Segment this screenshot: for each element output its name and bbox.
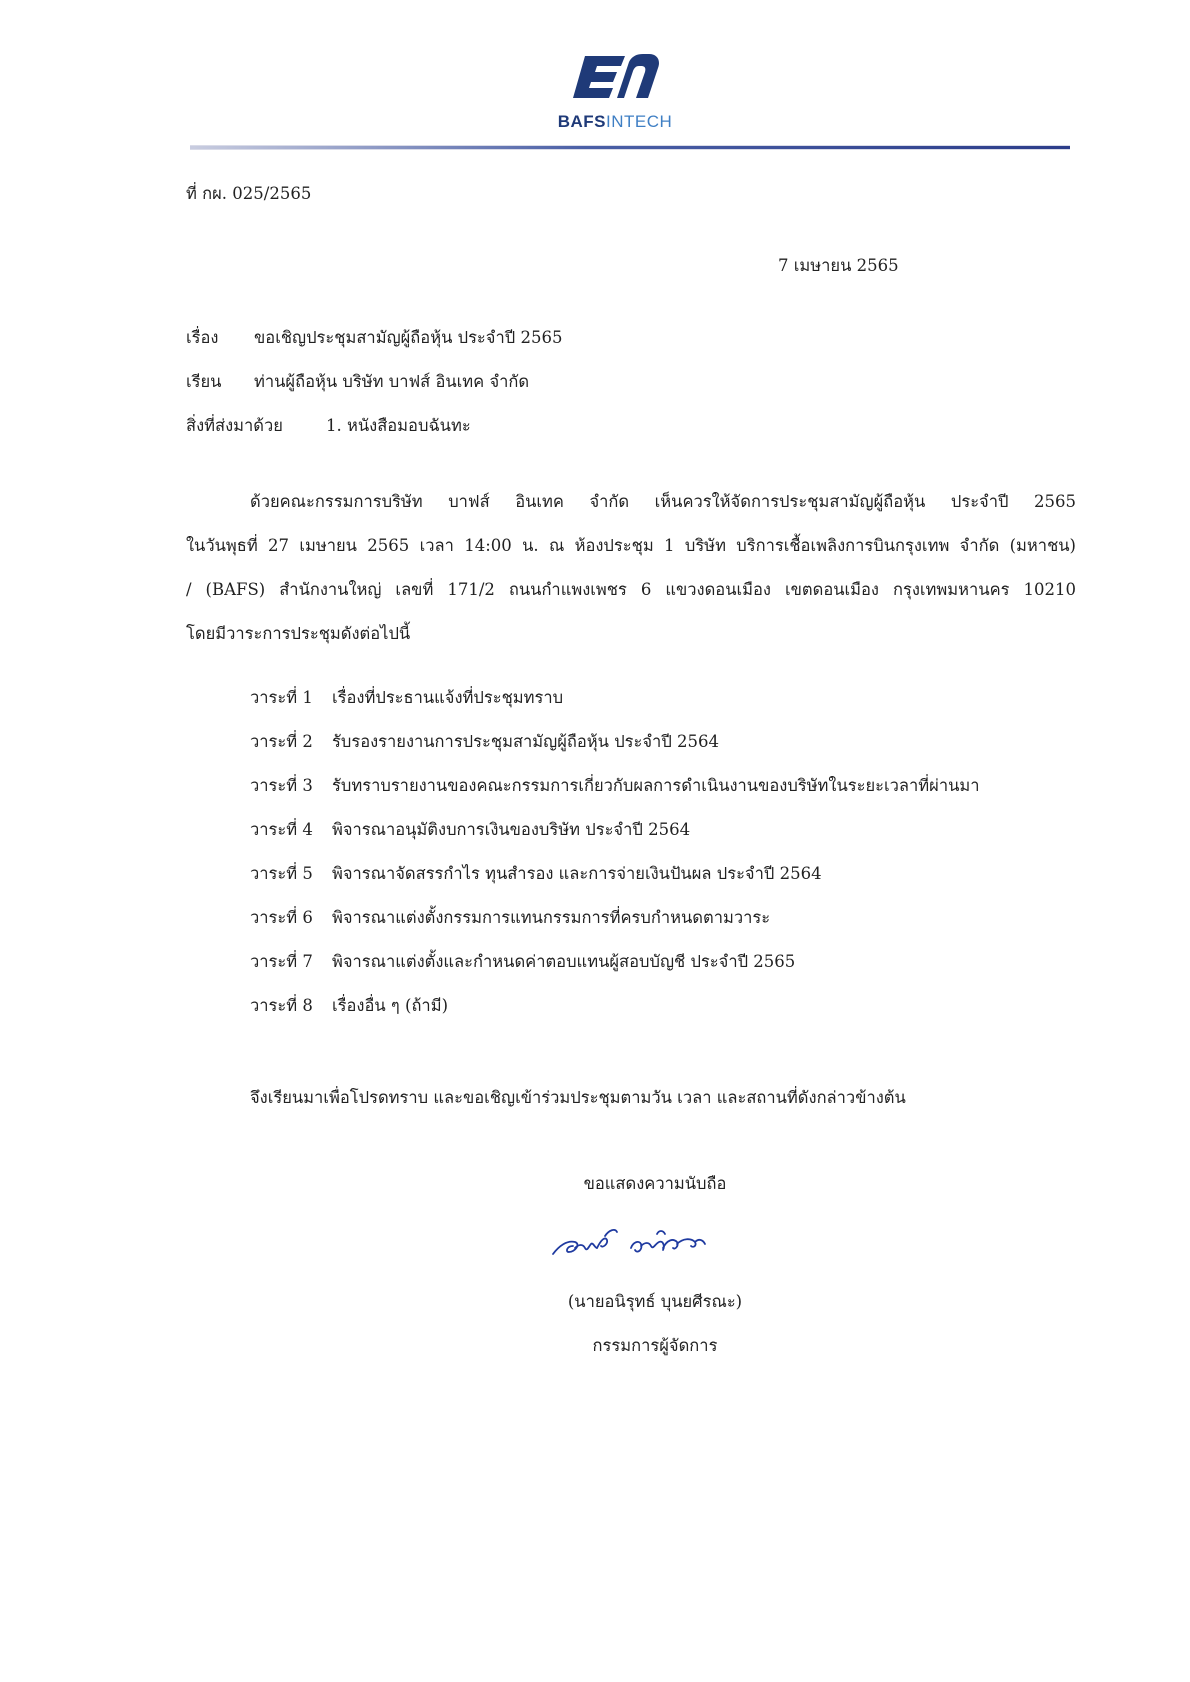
sign-off: ขอแสดงความนับถือ [583,1174,727,1193]
agenda-item: รับทราบรายงานของคณะกรรมการเกี่ยวกับผลการดำเนินงานของบริษัทในระยะเวลาที่ผ่านมา [332,776,980,795]
header-divider [190,145,1070,150]
agenda-item: เรื่องอื่น ๆ (ถ้ามี) [332,996,449,1015]
document-reference: ที่ กผ. 025/2565 [186,184,312,203]
enclosure-label: สิ่งที่ส่งมาด้วย [186,416,283,435]
logo-intech-text: INTECH [606,112,673,131]
logo-bafs-text: BAFS [557,112,606,131]
subject-text: ขอเชิญประชุมสามัญผู้ถือหุ้น ประจำปี 2565 [254,328,563,347]
body-line: / (BAFS) สำนักงานใหญ่ เลขที่ 171/2 ถนนกำแพงเพชร 6 แขวงดอนเมือง เขตดอนเมือง กรุงเทพมหานคร 10210 [186,580,1076,599]
signatory-title: กรรมการผู้จัดการ [592,1336,718,1355]
agenda-item: รับรองรายงานการประชุมสามัญผู้ถือหุ้น ประจำปี 2564 [332,732,720,751]
agenda-number: วาระที่ 8 [250,996,313,1015]
body-line: ในวันพุธที่ 27 เมษายน 2565 เวลา 14:00 น. ณ ห้องประชุม 1 บริษัท บริการเชื้อเพลิงการบินกรุงเทพ จำกัด (มหาชน) [186,536,1076,555]
agenda-item: พิจารณาอนุมัติงบการเงินของบริษัท ประจำปี 2564 [332,820,691,839]
agenda-item: เรื่องที่ประธานแจ้งที่ประชุมทราบ [332,688,564,707]
agenda-number: วาระที่ 7 [250,952,313,971]
recipient-label: เรียน [186,372,222,391]
company-logo [535,48,695,138]
agenda-number: วาระที่ 2 [250,732,313,751]
agenda-item: พิจารณาแต่งตั้งกรรมการแทนกรรมการที่ครบกำหนดตามวาระ [332,908,771,927]
agenda-number: วาระที่ 5 [250,864,313,883]
agenda-number: วาระที่ 4 [250,820,313,839]
agenda-item: พิจารณาจัดสรรกำไร ทุนสำรอง และการจ่ายเงินปันผล ประจำปี 2564 [332,864,822,883]
agenda-number: วาระที่ 3 [250,776,313,795]
subject-label: เรื่อง [186,328,219,347]
enclosure-text: 1. หนังสือมอบฉันทะ [326,416,471,435]
agenda-item: พิจารณาแต่งตั้งและกำหนดค่าตอบแทนผู้สอบบัญชี ประจำปี 2565 [332,952,796,971]
agenda-number: วาระที่ 6 [250,908,313,927]
logo-wordmark [535,112,695,132]
recipient-text: ท่านผู้ถือหุ้น บริษัท บาฟส์ อินเทค จำกัด [254,372,530,391]
bafs-logo-mark-icon [567,48,663,108]
agenda-number: วาระที่ 1 [250,688,313,707]
body-line: ด้วยคณะกรรมการบริษัท บาฟส์ อินเทค จำกัด เห็นควรให้จัดการประชุมสามัญผู้ถือหุ้น ประจำปี 2565 [250,492,1076,511]
closing-paragraph: จึงเรียนมาเพื่อโปรดทราบ และขอเชิญเข้าร่วมประชุมตามวัน เวลา และสถานที่ดังกล่าวข้างต้น [250,1088,906,1107]
signatory-name: (นายอนิรุทธ์ บุนยศีรณะ) [567,1292,743,1311]
letter-date: 7 เมษายน 2565 [778,256,899,275]
handwritten-signature-icon [545,1218,715,1268]
body-line: โดยมีวาระการประชุมดังต่อไปนี้ [186,624,411,643]
